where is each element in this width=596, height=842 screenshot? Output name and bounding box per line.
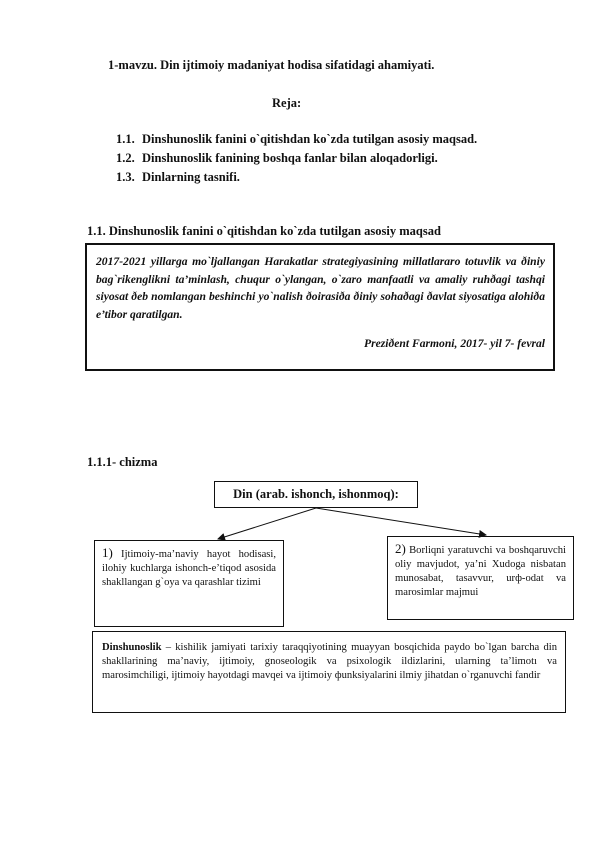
plan-item-text: Dinlarning tasnifi. (142, 170, 240, 184)
section-heading: 1.1. Dinshunoslik fanini o`qitishdan ko`zda tutilgan asosiy maqsad (87, 224, 441, 238)
arrow-right (316, 508, 486, 535)
definition-box (92, 631, 566, 713)
diagram-left-box (94, 540, 284, 627)
plan-item (116, 168, 477, 187)
quote-text: 2017-2021 yillarga mo`ljallangan Harakatlar strategiyasining millatlararo totuvlik va ðiniy bag`rikenglikni ta’minlash, chuqur o`ylangan, o`zaro manfaatli va amaliy ruhðagi tashqi siyosat ðeb nomlangan beshinchi yo`nalish ðoirasiða ðiniy sohaðagi ðavlat siyosatiga alohiða e’tibor qaratilgan. (96, 255, 545, 321)
left-box-number: 1) (102, 545, 113, 560)
definition-term: Dinshunoslik (102, 642, 162, 653)
right-box-text: Borliqni yaratuvchi va boshqaruvchi oliy mavjudot, ya’ni Xudoga nisbatan munosabat, tasavvur, urф-odat va marosimlar majmui (395, 545, 566, 598)
plan-item-number: 1.1. (116, 132, 135, 146)
plan-item-text: Dinshunoslik fanini o`qitishdan ko`zda tutilgan asosiy maqsad. (142, 132, 478, 146)
quote-box (85, 243, 555, 371)
left-box-text: Ijtimoiy-ma’naviy hayot hodisasi, ilohiy kuchlarga ishonch-e’tiqod asosida shakllangan g`oya va qarashlar tizimi (102, 549, 277, 588)
plan-item-number: 1.3. (116, 170, 135, 184)
diagram-caption: 1.1.1- chizma (87, 455, 158, 469)
plan-item-number: 1.2. (116, 151, 135, 165)
plan-list (116, 130, 477, 187)
plan-item (116, 149, 477, 168)
definition-text: – kishilik jamiyati tarixiy taraqqiyotining muayyan bosqichida paydo bo`lgan barcha din shakllarining ma’naviy, ijtimoiy, gnoseologik va psixologik ildizlarini, ularning ta’limotı va marosimchiligi, ijtimoiy hayotdagi mavqei va ijtimoiy фunksiyalarini ilmiy jihatdan o`rganuvchi fandir (102, 642, 557, 682)
diagram-right-box (387, 536, 574, 620)
diagram-root-box: Din (arab. ishonch, ishonmoq): (214, 481, 418, 508)
arrow-left (218, 508, 316, 539)
plan-heading: Reja: (272, 96, 302, 110)
plan-item (116, 130, 477, 149)
right-box-number: 2) (395, 541, 406, 556)
page-title: 1-mavzu. Din ijtimoiy madaniyat hodisa sifatidagi ahamiyati. (108, 58, 435, 72)
plan-item-text: Dinshunoslik fanining boshqa fanlar bilan aloqadorligi. (142, 151, 438, 165)
quote-source: Preziðent Farmoni, 2017- yil 7- fevral (364, 337, 545, 350)
